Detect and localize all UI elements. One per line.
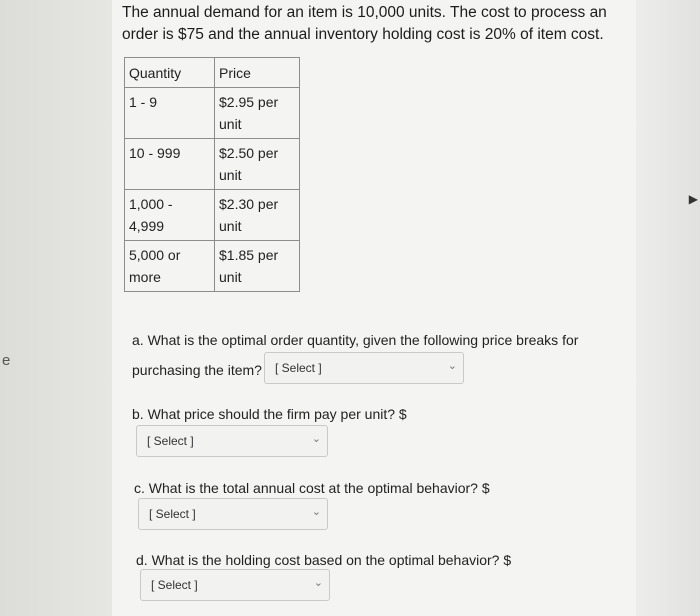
question-c: c. What is the total annual cost at the optimal behavior? $ bbox=[134, 480, 490, 496]
question-a-line2: purchasing the item? bbox=[132, 362, 262, 378]
table-row bbox=[125, 88, 300, 139]
question-d: d. What is the holding cost based on the optimal behavior? $ bbox=[136, 552, 512, 568]
question-d-select[interactable] bbox=[140, 569, 330, 601]
cropped-right-arrow-icon: ▶ bbox=[688, 192, 698, 206]
quantity-cell: 1,000 - 4,999 bbox=[125, 190, 215, 241]
chevron-down-icon: ⌄ bbox=[311, 506, 321, 518]
select-placeholder: [ Select ] bbox=[147, 434, 194, 448]
chevron-down-icon: ⌄ bbox=[447, 360, 457, 372]
question-b-select[interactable] bbox=[136, 425, 328, 457]
cropped-left-text: e bbox=[2, 352, 11, 369]
price-cell: $1.85 per unit bbox=[215, 241, 300, 292]
question-a-select[interactable] bbox=[264, 352, 464, 384]
table-row bbox=[125, 241, 300, 292]
quantity-cell: 10 - 999 bbox=[125, 139, 215, 190]
question-c-select[interactable] bbox=[138, 498, 328, 530]
price-cell: $2.95 per unit bbox=[215, 88, 300, 139]
header-quantity: Quantity bbox=[125, 58, 215, 88]
header-price: Price bbox=[215, 58, 300, 88]
question-panel bbox=[112, 0, 636, 616]
price-cell: $2.30 per unit bbox=[215, 190, 300, 241]
price-cell: $2.50 per unit bbox=[215, 139, 300, 190]
question-b: b. What price should the firm pay per unit? $ bbox=[132, 406, 407, 422]
question-a-line1: a. What is the optimal order quantity, given the following price breaks for bbox=[132, 332, 579, 348]
table-row bbox=[125, 139, 300, 190]
select-placeholder: [ Select ] bbox=[149, 507, 196, 521]
table-row bbox=[125, 190, 300, 241]
problem-statement: The annual demand for an item is 10,000 units. The cost to process an order is $75 and the annual inventory holding cost is 20% of item cost. bbox=[122, 4, 607, 43]
left-margin bbox=[0, 0, 112, 616]
chevron-down-icon: ⌄ bbox=[313, 577, 323, 589]
price-break-table bbox=[124, 57, 300, 292]
right-margin bbox=[636, 0, 700, 616]
quantity-cell: 5,000 or more bbox=[125, 241, 215, 292]
chevron-down-icon: ⌄ bbox=[311, 433, 321, 445]
select-placeholder: [ Select ] bbox=[275, 361, 322, 375]
quantity-cell: 1 - 9 bbox=[125, 88, 215, 139]
table-header-row bbox=[125, 58, 300, 88]
select-placeholder: [ Select ] bbox=[151, 578, 198, 592]
